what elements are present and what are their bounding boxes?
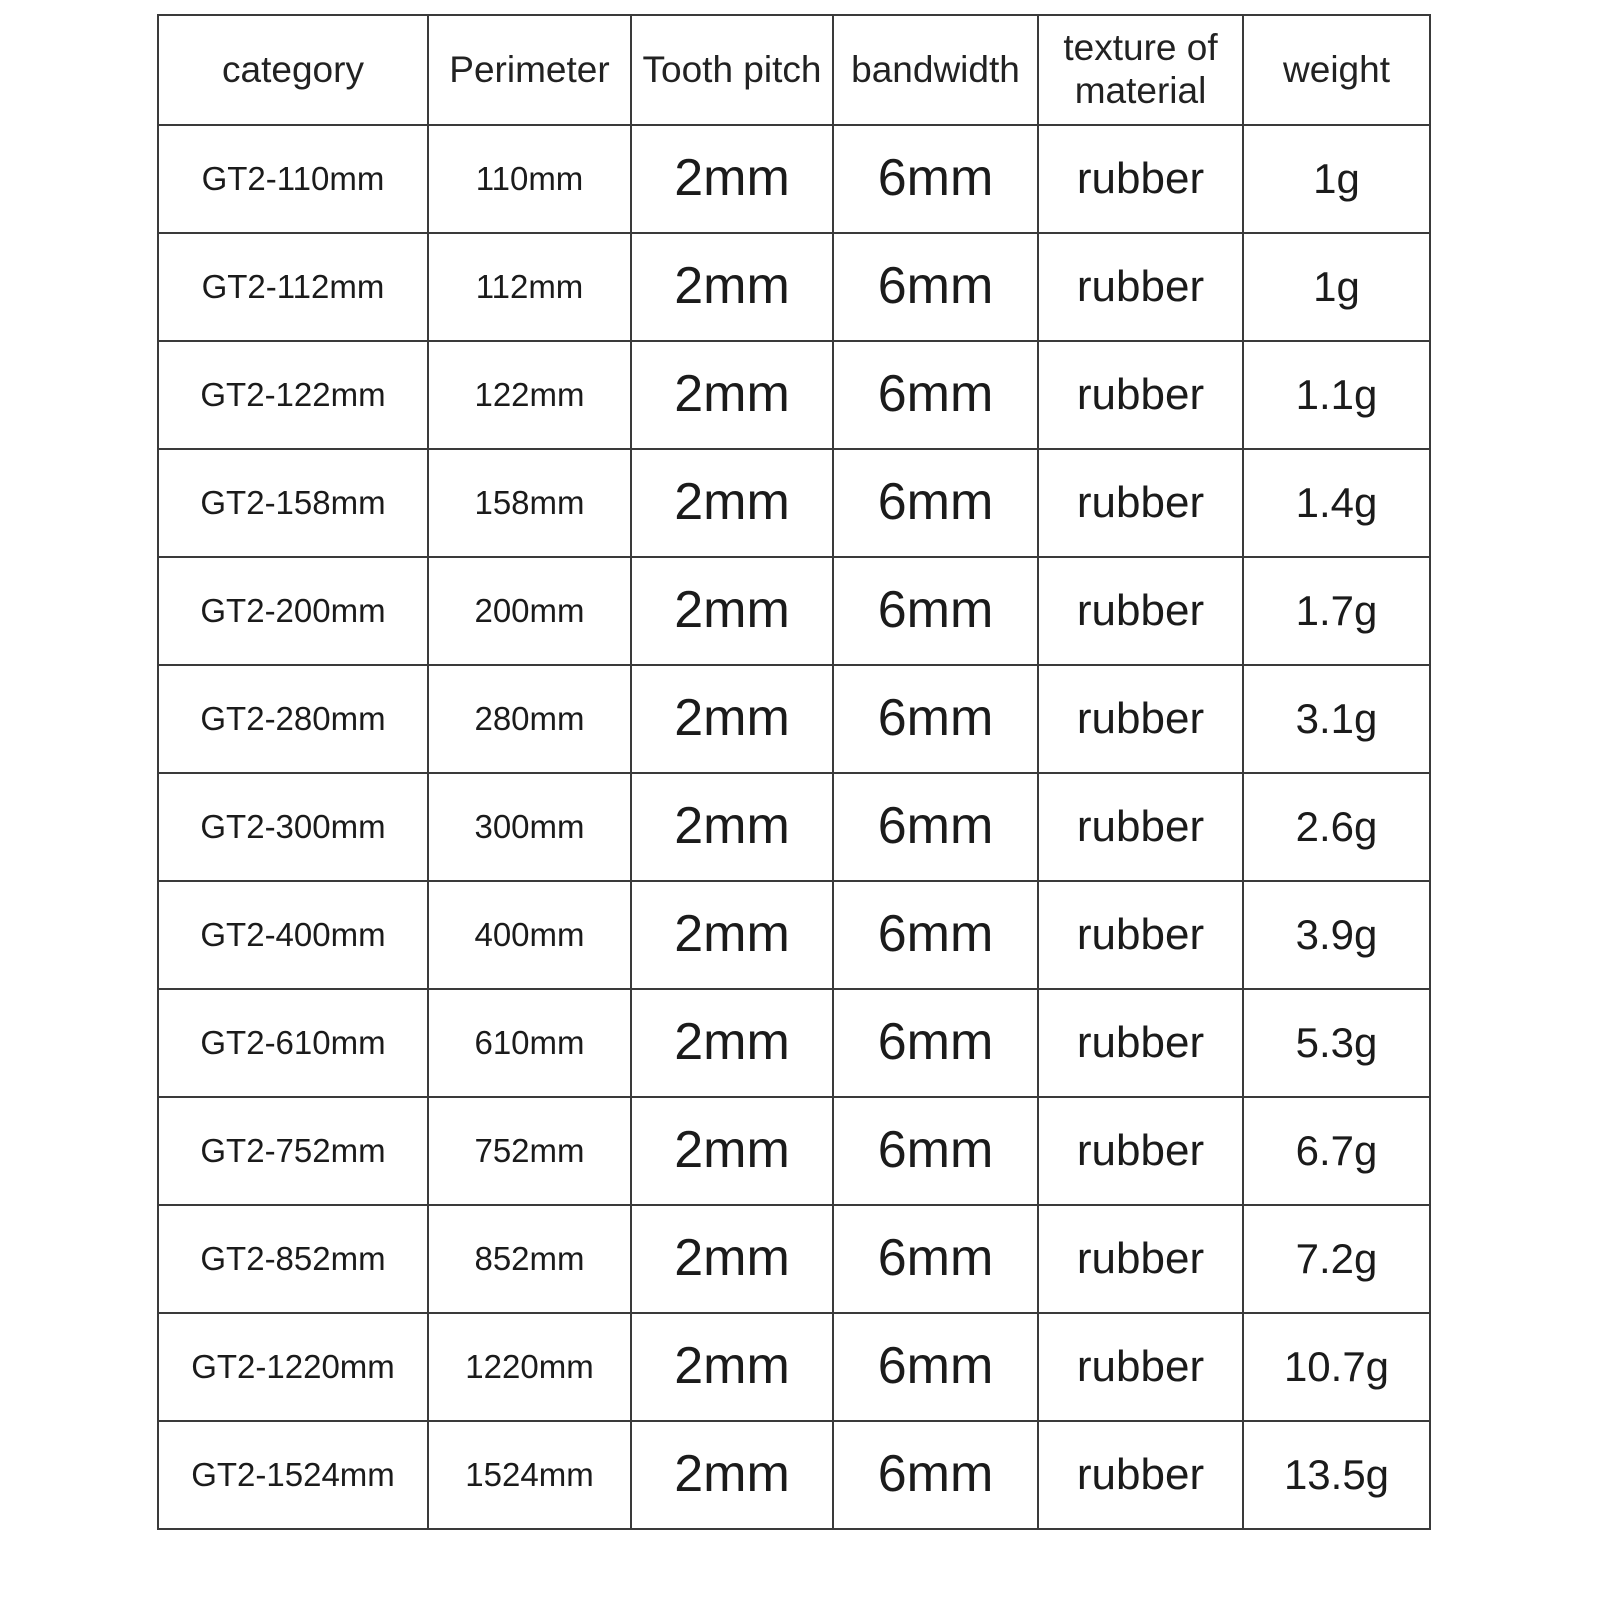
table-row	[158, 665, 1430, 773]
cell-category: GT2-280mm	[158, 665, 428, 773]
cell-weight: 3.9g	[1243, 881, 1430, 989]
cell-bandwidth: 6mm	[833, 557, 1038, 665]
cell-perimeter: 1220mm	[428, 1313, 631, 1421]
cell-texture: rubber	[1038, 557, 1243, 665]
table-row	[158, 1205, 1430, 1313]
cell-category: GT2-752mm	[158, 1097, 428, 1205]
cell-bandwidth: 6mm	[833, 773, 1038, 881]
cell-weight: 1g	[1243, 125, 1430, 233]
cell-texture: rubber	[1038, 1313, 1243, 1421]
cell-tooth-pitch: 2mm	[631, 773, 833, 881]
cell-perimeter: 158mm	[428, 449, 631, 557]
cell-texture: rubber	[1038, 665, 1243, 773]
cell-category: GT2-400mm	[158, 881, 428, 989]
cell-tooth-pitch: 2mm	[631, 1097, 833, 1205]
cell-tooth-pitch: 2mm	[631, 557, 833, 665]
cell-perimeter: 400mm	[428, 881, 631, 989]
cell-weight: 1.4g	[1243, 449, 1430, 557]
table-row	[158, 989, 1430, 1097]
cell-tooth-pitch: 2mm	[631, 665, 833, 773]
cell-tooth-pitch: 2mm	[631, 1313, 833, 1421]
cell-weight: 5.3g	[1243, 989, 1430, 1097]
cell-texture: rubber	[1038, 1421, 1243, 1529]
table-row	[158, 1097, 1430, 1205]
cell-perimeter: 852mm	[428, 1205, 631, 1313]
table-row	[158, 449, 1430, 557]
cell-texture: rubber	[1038, 1205, 1243, 1313]
cell-weight: 3.1g	[1243, 665, 1430, 773]
cell-bandwidth: 6mm	[833, 1313, 1038, 1421]
cell-perimeter: 122mm	[428, 341, 631, 449]
spec-table	[157, 14, 1431, 1530]
cell-tooth-pitch: 2mm	[631, 341, 833, 449]
cell-texture: rubber	[1038, 125, 1243, 233]
cell-bandwidth: 6mm	[833, 1097, 1038, 1205]
cell-texture: rubber	[1038, 773, 1243, 881]
table-row	[158, 557, 1430, 665]
cell-weight: 1.1g	[1243, 341, 1430, 449]
cell-texture: rubber	[1038, 449, 1243, 557]
cell-category: GT2-110mm	[158, 125, 428, 233]
cell-tooth-pitch: 2mm	[631, 1205, 833, 1313]
cell-category: GT2-852mm	[158, 1205, 428, 1313]
cell-bandwidth: 6mm	[833, 1421, 1038, 1529]
cell-perimeter: 112mm	[428, 233, 631, 341]
cell-tooth-pitch: 2mm	[631, 881, 833, 989]
cell-bandwidth: 6mm	[833, 881, 1038, 989]
table-header-row	[158, 15, 1430, 125]
cell-weight: 6.7g	[1243, 1097, 1430, 1205]
cell-bandwidth: 6mm	[833, 125, 1038, 233]
cell-perimeter: 752mm	[428, 1097, 631, 1205]
cell-tooth-pitch: 2mm	[631, 989, 833, 1097]
cell-weight: 1g	[1243, 233, 1430, 341]
table-row	[158, 881, 1430, 989]
table-row	[158, 233, 1430, 341]
cell-texture: rubber	[1038, 341, 1243, 449]
cell-texture: rubber	[1038, 233, 1243, 341]
cell-bandwidth: 6mm	[833, 233, 1038, 341]
cell-category: GT2-112mm	[158, 233, 428, 341]
cell-weight: 10.7g	[1243, 1313, 1430, 1421]
header-weight: weight	[1243, 15, 1430, 125]
cell-perimeter: 610mm	[428, 989, 631, 1097]
table-row	[158, 1421, 1430, 1529]
cell-perimeter: 300mm	[428, 773, 631, 881]
cell-tooth-pitch: 2mm	[631, 233, 833, 341]
header-tooth-pitch: Tooth pitch	[631, 15, 833, 125]
cell-weight: 2.6g	[1243, 773, 1430, 881]
cell-texture: rubber	[1038, 881, 1243, 989]
cell-weight: 13.5g	[1243, 1421, 1430, 1529]
header-texture: texture of material	[1038, 15, 1243, 125]
cell-tooth-pitch: 2mm	[631, 449, 833, 557]
cell-category: GT2-200mm	[158, 557, 428, 665]
header-bandwidth: bandwidth	[833, 15, 1038, 125]
cell-category: GT2-1220mm	[158, 1313, 428, 1421]
header-category: category	[158, 15, 428, 125]
header-perimeter: Perimeter	[428, 15, 631, 125]
cell-bandwidth: 6mm	[833, 341, 1038, 449]
table-row	[158, 1313, 1430, 1421]
cell-weight: 1.7g	[1243, 557, 1430, 665]
cell-perimeter: 200mm	[428, 557, 631, 665]
cell-texture: rubber	[1038, 1097, 1243, 1205]
cell-bandwidth: 6mm	[833, 665, 1038, 773]
cell-tooth-pitch: 2mm	[631, 125, 833, 233]
cell-category: GT2-158mm	[158, 449, 428, 557]
cell-texture: rubber	[1038, 989, 1243, 1097]
table-row	[158, 773, 1430, 881]
table-row	[158, 341, 1430, 449]
cell-category: GT2-122mm	[158, 341, 428, 449]
table-row	[158, 125, 1430, 233]
cell-category: GT2-1524mm	[158, 1421, 428, 1529]
cell-perimeter: 280mm	[428, 665, 631, 773]
cell-bandwidth: 6mm	[833, 989, 1038, 1097]
cell-bandwidth: 6mm	[833, 1205, 1038, 1313]
cell-category: GT2-300mm	[158, 773, 428, 881]
cell-perimeter: 1524mm	[428, 1421, 631, 1529]
cell-category: GT2-610mm	[158, 989, 428, 1097]
cell-bandwidth: 6mm	[833, 449, 1038, 557]
cell-tooth-pitch: 2mm	[631, 1421, 833, 1529]
cell-weight: 7.2g	[1243, 1205, 1430, 1313]
cell-perimeter: 110mm	[428, 125, 631, 233]
